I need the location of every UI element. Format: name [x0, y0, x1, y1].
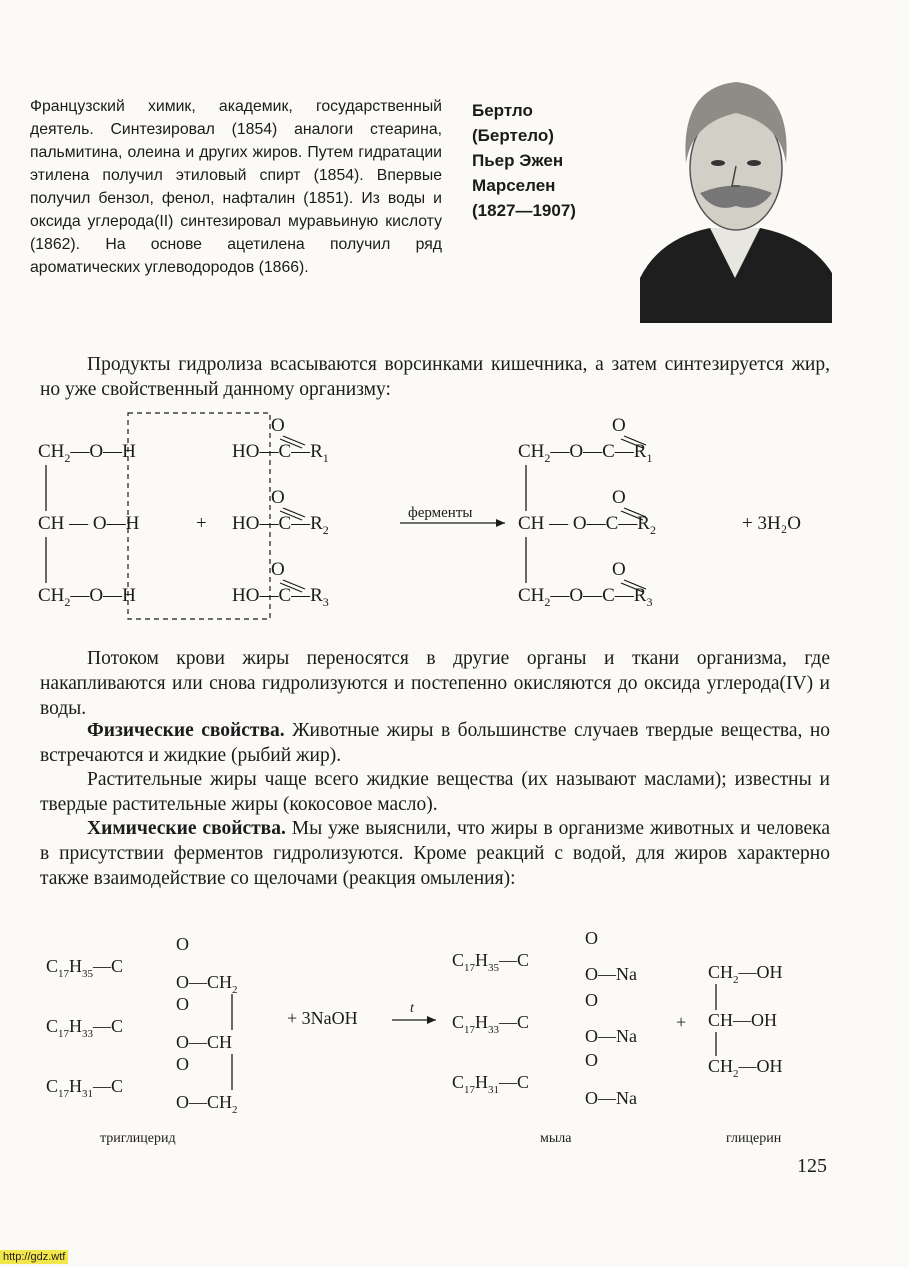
- svg-text:O: O: [176, 934, 189, 954]
- arrow-label: ферменты: [408, 505, 473, 521]
- paragraph-physical: [40, 718, 830, 768]
- biography-text: Французский химик, академик, государственный деятель. Синтезировал (1854) аналоги стеарина, пальмитина, олеина и других жиров. Путем гидратации этилена получил этиловый спирт (1854). Впервые получил бензол, фенол, нафталин (1851). Из воды и оксида углерода(II) синтезировал муравьиную кислоту (1862). На основе ацетилена получил ряд ароматических углеводородов (1866).: [30, 98, 442, 276]
- arrow-label-t: t: [410, 1001, 414, 1016]
- chemical-text: Мы уже выяснили, что жиры в организме животных и человека в присутствии ферментов гидролизуются. Кроме реакций с водой, для жиров характерно также взаимодействие со щелочами (реакция омыления):: [40, 818, 830, 889]
- paragraph-chemical: [40, 816, 830, 891]
- svg-text:O—CH2: $O—CH_2$: [176, 1092, 238, 1116]
- plus-sign: +: [196, 513, 207, 534]
- svg-text:C17H33—C: $C_{17}H_{33}—C$: [452, 1012, 530, 1036]
- svg-text:C17H35—C: $C_{17}H_{35}—C$: [46, 956, 124, 980]
- portrait-image: [640, 68, 832, 323]
- paragraph-plant-oils: Растительные жиры чаще всего жидкие вещества (их называют маслами); известны и твердые растительные жиры (кокосовое масло).: [40, 769, 830, 815]
- label-glycerol: глицерин: [726, 1131, 782, 1146]
- name-line: Бертло: [472, 101, 533, 120]
- esterification-scheme: [0, 395, 909, 635]
- svg-text:O: O: [271, 559, 285, 580]
- svg-text:CH2—O—H: $CH_2—O—H$: [38, 585, 136, 609]
- scientist-name: [472, 98, 642, 223]
- svg-text:O: O: [585, 928, 598, 948]
- svg-text:O: O: [271, 487, 285, 508]
- heading-physical: Физические свойства.: [87, 720, 285, 741]
- svg-text:O—Na: O—Na: [585, 1026, 637, 1046]
- heading-chemical: Химические свойства.: [87, 818, 286, 839]
- name-line: (Бертело): [472, 126, 554, 145]
- page-number: 125: [797, 1155, 827, 1177]
- source-badge[interactable]: http://gdz.wtf: [0, 1250, 68, 1264]
- svg-text:O—Na: O—Na: [585, 964, 637, 984]
- svg-text:O: O: [612, 487, 626, 508]
- svg-text:C17H35—C: $C_{17}H_{35}—C$: [452, 950, 530, 974]
- physical-text: Животные жиры в большинстве случаев твердые вещества, но встречаются и жидкие (рыбий жир).: [40, 720, 831, 766]
- svg-text:CH — O—C—R2: CH — $O—C—R_2$: [518, 513, 656, 537]
- plus-sign-2: +: [676, 1012, 687, 1032]
- svg-text:C17H31—C: $C_{17}H_{31}—C$: [452, 1072, 530, 1096]
- svg-text:O—Na: O—Na: [585, 1088, 637, 1108]
- svg-text:O: O: [612, 415, 626, 436]
- name-line: Марселен: [472, 176, 556, 195]
- svg-text:O: O: [271, 415, 285, 436]
- svg-text:O—CH2: $O—CH_2$: [176, 972, 238, 996]
- svg-text:O: O: [176, 1054, 189, 1074]
- svg-text:CH — O—H: CH — O—H: [38, 513, 140, 534]
- paragraph-blood: Потоком крови жиры переносятся в другие органы и ткани организма, где накапливаются или снова гидролизуются и постепенно окисляются до оксида углерода(IV) и воды.: [40, 648, 830, 719]
- svg-text:CH2—O—H: $CH_2—O—H$: [38, 441, 136, 465]
- label-soaps: мыла: [540, 1131, 572, 1146]
- name-line: (1827—1907): [472, 201, 576, 220]
- svg-text:O: O: [612, 559, 626, 580]
- svg-text:CH2—O—C—R1: $CH_2—O—C—R_1$: [518, 441, 653, 465]
- svg-text:HO—C—R2: $HO—C—R_2$: [232, 513, 329, 537]
- paragraph-absorption: Продукты гидролиза всасываются ворсинками кишечника, а затем синтезируется жир, но уже свойственный данному организму:: [40, 354, 830, 400]
- svg-text:O: O: [176, 994, 189, 1014]
- svg-text:HO—C—R1: $HO—C—R_1$: [232, 441, 329, 465]
- svg-text:O: O: [585, 1050, 598, 1070]
- svg-text:CH2—OH: $CH_2—OH$: [708, 1056, 783, 1080]
- svg-text:C17H33—C: $C_{17}H_{33}—C$: [46, 1016, 124, 1040]
- svg-text:HO—C—R3: $HO—C—R_3$: [232, 585, 329, 609]
- saponification-scheme: [0, 920, 909, 1160]
- reagent-naoh: + 3NaOH: [287, 1008, 358, 1028]
- svg-text:C17H31—C: $C_{17}H_{31}—C$: [46, 1076, 124, 1100]
- product-water: + 3H₂O: [742, 513, 802, 534]
- svg-text:CH2—O—C—R3: $CH_2—O—C—R_3$: [518, 585, 653, 609]
- svg-text:O: O: [585, 990, 598, 1010]
- name-line: Пьер Эжен: [472, 151, 564, 170]
- label-triglyceride: триглицерид: [100, 1131, 176, 1146]
- svg-text:O—CH: O—CH: [176, 1032, 233, 1052]
- svg-text:CH2—OH: $CH_2—OH$: [708, 962, 783, 986]
- svg-text:CH—OH: CH—OH: [708, 1010, 778, 1030]
